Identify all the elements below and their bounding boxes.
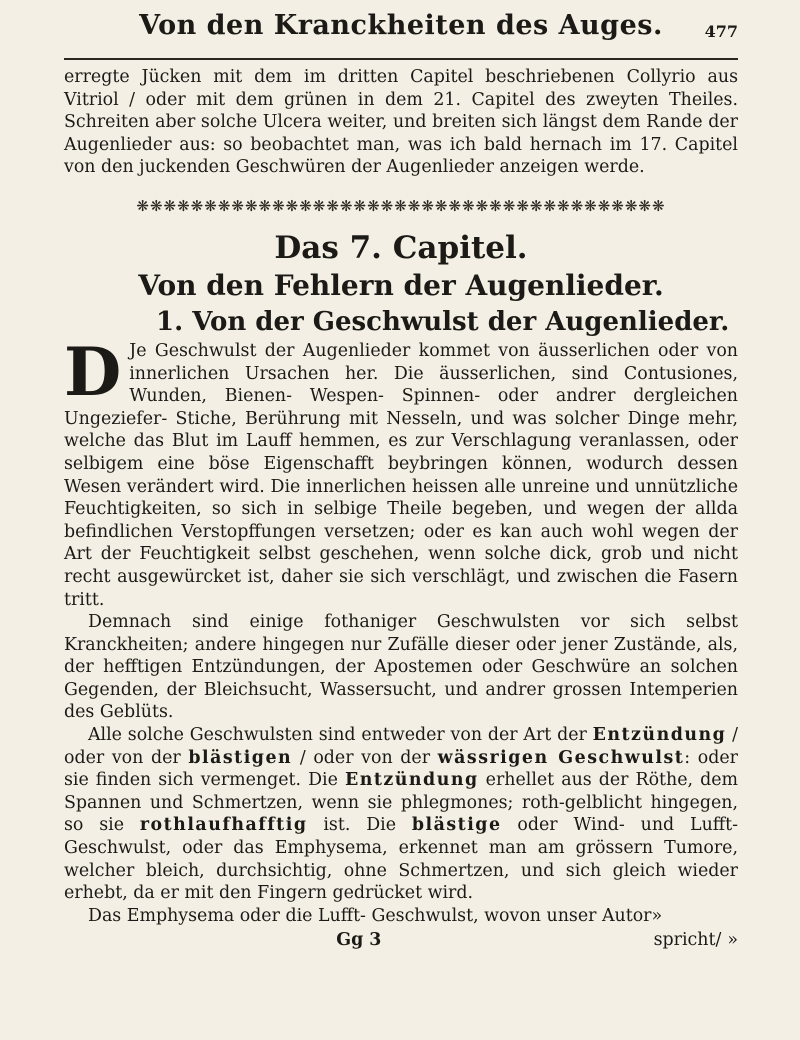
emphasis-term: blästigen <box>188 747 293 768</box>
chapter-title: Das 7. Capitel. <box>274 229 528 266</box>
running-head <box>64 0 738 60</box>
text-run: Alle solche Geschwulsten sind entweder von der Art der <box>88 725 593 746</box>
emphasis-term: blästige <box>411 815 502 836</box>
paragraph-types <box>64 724 738 905</box>
intro-paragraph: erregte Jücken mit dem im dritten Capitel beschriebenen Collyrio aus Vitriol / oder mit dem grünen in dem 21. Capitel des zweyten Theiles. Schreiten aber solche Ulcera weiter, und breiten sich längst dem Rande der Augenlieder aus: so beobachtet man, was ich bald hernach im 17. Capitel von den juckenden Geschwüren der Augenlieder anzeigen werde. <box>64 67 738 178</box>
paragraph-emphysema-text: Das Emphysema oder die Lufft- Geschwulst, wovon unser Autor <box>88 905 652 926</box>
section-heading: 1. Von der Geschwulst der Augenlieder. <box>156 306 730 337</box>
text-run: ist. Die <box>307 815 412 836</box>
text-run: oder Wind- und Lufft-Geschwulst, oder das Emphysema, erkennet man am grössern Tumore, welcher bleich, durchsichtig, ohne Schmertzen, und sich gleich wieder erhebt, da er mit den Fingern gedrücket wird. <box>64 815 738 904</box>
catchword <box>654 929 738 952</box>
chapter-subtitle: Von den Fehlern der Augenlieder. <box>138 268 664 302</box>
catchword-text: spricht/ <box>653 930 722 951</box>
paragraph-emphysema <box>64 905 738 928</box>
emphasis-term: Entzündung <box>592 725 727 746</box>
quote-mark: » <box>651 905 663 926</box>
page-number: 477 <box>704 22 738 41</box>
paragraph-kinds: Demnach sind einige fothaniger Geschwulsten vor sich selbst Kranckheiten; andere hingegen nur Zufälle dieser oder jener Zustände, als, der hefftigen Entzündungen, der Apostemen oder Geschwüre an solchen Gegenden, der Bleichsucht, Wassersucht, und andrer grossen Intemperien des Geblüts. <box>64 612 738 723</box>
emphasis-term: wässrigen Geschwulst <box>437 747 685 768</box>
signature-mark: Gg 3 <box>336 930 382 951</box>
paragraph-causes <box>64 332 738 611</box>
page-footer <box>64 929 738 952</box>
paragraph-causes-text: Je Geschwulst der Augenlieder kommet von äusserlichen oder von innerlichen Ursachen her. Die äusserlichen, sind Contusiones, Wunden, Bienen- Wespen- Spinnen- oder andrer dergleichen Ungeziefer- Stiche, Berührung mit Nesseln, und was solcher Dinge mehr, welche das Blut im Lauff hemmen, es zur Verschlagung veranlassen, oder selbigem eine böse Eigenschafft beybringen können, wodurch dessen Wesen verändert wird. Die innerlichen heissen alle unreine und unnützliche Feuchtigkeiten, so sich in selbige Theile begeben, und wegen der allda befindlichen Verstopffungen versetzen; oder es kan auch wohl wegen der Art der Feuchtigkeit selbst geschehen, wenn solche dick, grob und nicht recht ausgewürcket ist, daher sie sich verschlägt, und zwischen die Fasern tritt. <box>64 340 738 610</box>
quote-mark: » <box>727 930 738 951</box>
emphasis-term: Entzündung <box>344 770 479 791</box>
text-run: / oder von der <box>292 747 438 768</box>
text-run: : oder sie finden sich vermenget. Die <box>64 747 738 791</box>
ornamental-divider: ❋❋❋❋❋❋❋❋❋❋❋❋❋❋❋❋❋❋❋❋❋❋❋❋❋❋❋❋❋❋❋❋❋❋❋❋❋❋❋ <box>136 196 666 215</box>
running-head-title: Von den Kranckheiten des Auges. <box>139 10 663 41</box>
drop-cap-initial: D <box>64 332 122 411</box>
text-run: / oder von der <box>64 725 738 768</box>
emphasis-term: rothlaufhafftig <box>139 815 308 836</box>
text-run: erhellet aus der Röthe, dem Spannen und Schmertzen, wenn sie phlegmones; roth-gelblicht hingegen, so sie <box>64 770 739 836</box>
